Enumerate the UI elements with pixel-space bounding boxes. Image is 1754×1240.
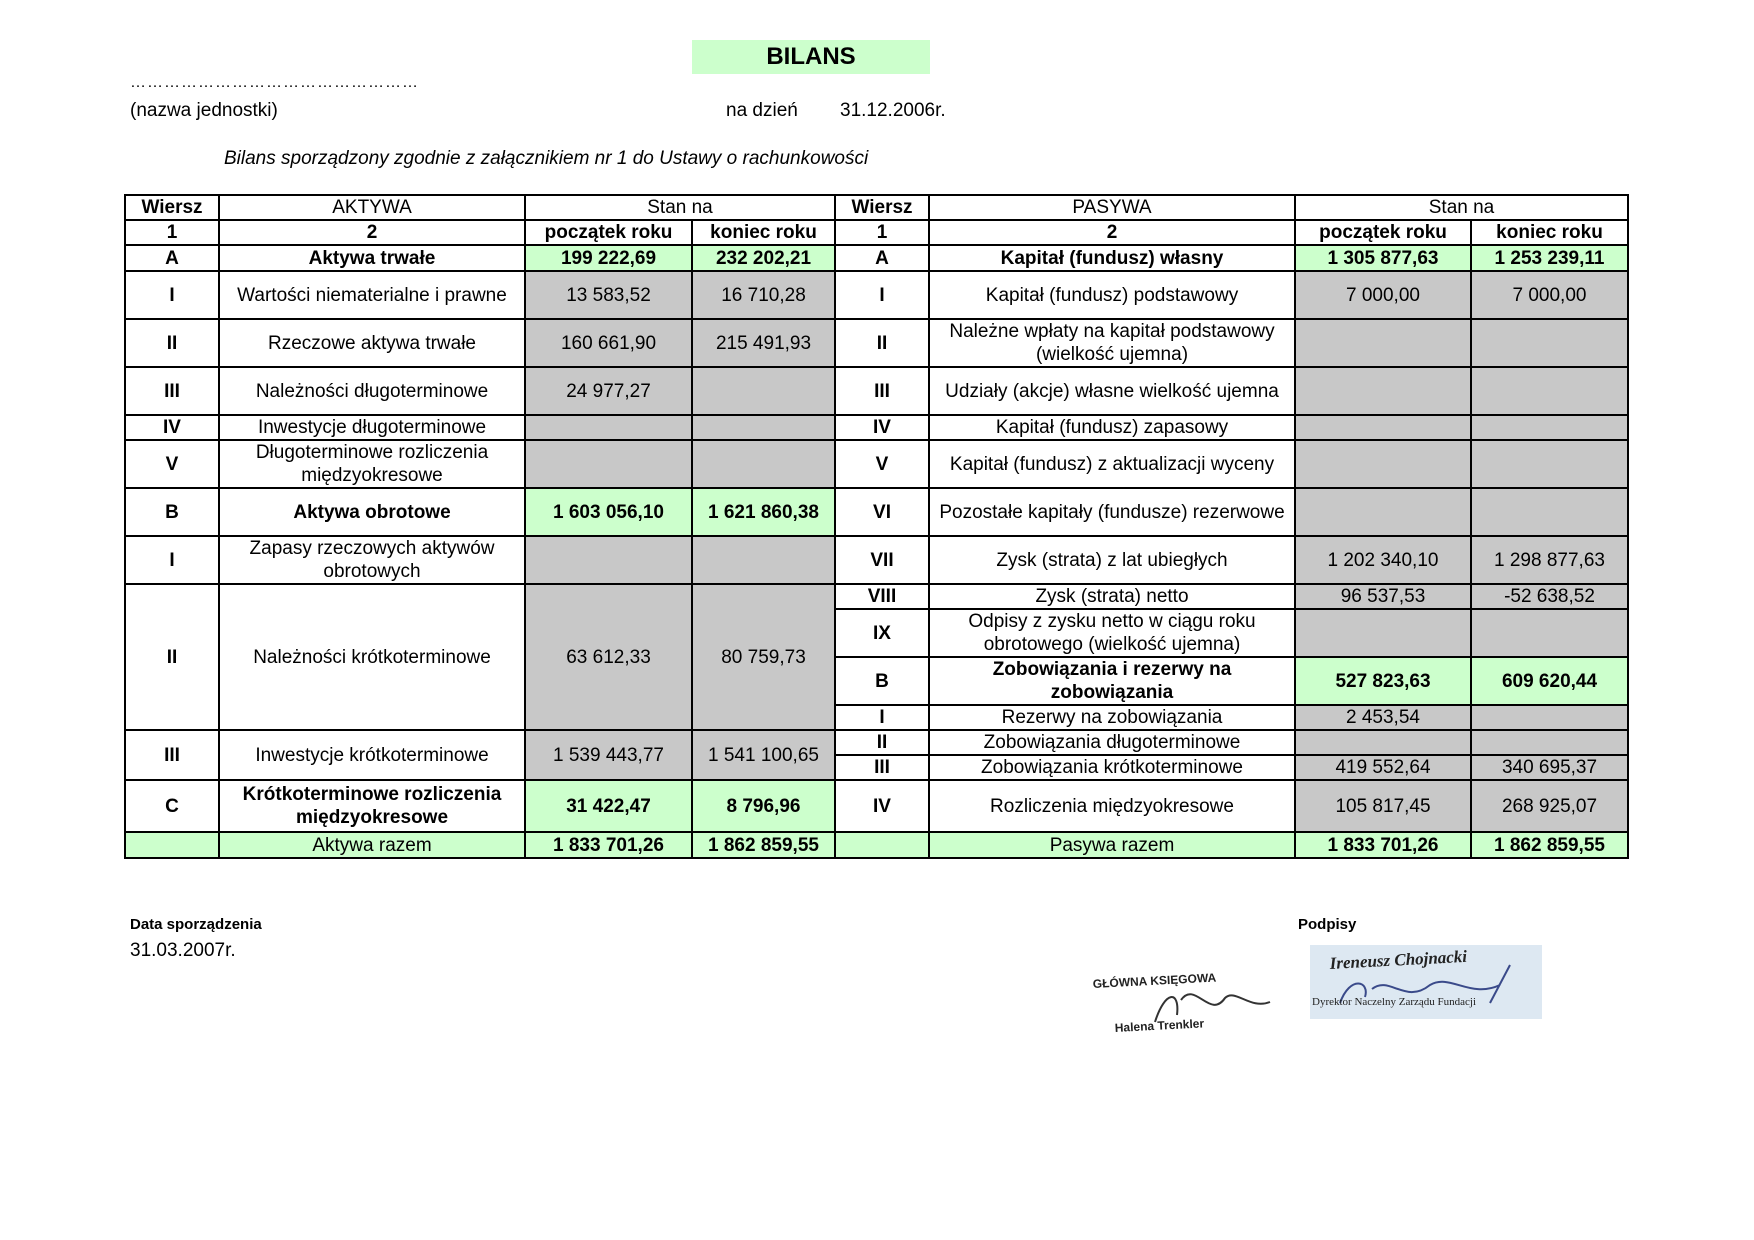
pasywa-start-value (1295, 367, 1471, 415)
pasywa-row-name: Pozostałe kapitały (fundusze) rezerwowe (929, 488, 1295, 536)
pasywa-row-name: Udziały (akcje) własne wielkość ujemna (929, 367, 1295, 415)
pasywa-start-value: 419 552,64 (1295, 755, 1471, 780)
pasywa-row-name: Kapitał (fundusz) z aktualizacji wyceny (929, 440, 1295, 488)
totals-row (125, 832, 1628, 858)
pasywa-row-id: VI (835, 488, 929, 536)
balance-date-label: na dzień (726, 100, 798, 121)
pasywa-row-name: Rozliczenia międzyokresowe (929, 780, 1295, 832)
unit-name-label: (nazwa jednostki) (130, 100, 278, 121)
header-stan-right: Stan na (1295, 195, 1628, 220)
pasywa-total-start: 1 833 701,26 (1295, 832, 1471, 858)
pasywa-row-name: Kapitał (fundusz) podstawowy (929, 271, 1295, 319)
aktywa-row-name: Aktywa trwałe (219, 245, 525, 271)
header-end-year: koniec roku (692, 220, 835, 245)
balance-table (124, 194, 1629, 859)
header-row-2 (125, 220, 1628, 245)
aktywa-row-id: III (125, 367, 219, 415)
table-row (125, 415, 1628, 440)
pasywa-start-value: 105 817,45 (1295, 780, 1471, 832)
aktywa-row-id: I (125, 536, 219, 584)
pasywa-total-end: 1 862 859,55 (1471, 832, 1628, 858)
pasywa-end-value: 1 298 877,63 (1471, 536, 1628, 584)
balance-date-value: 31.12.2006r. (840, 100, 946, 121)
aktywa-row-name: Rzeczowe aktywa trwałe (219, 319, 525, 367)
pasywa-start-value: 1 305 877,63 (1295, 245, 1471, 271)
pasywa-row-id: III (835, 755, 929, 780)
header-col-num: 2 (929, 220, 1295, 245)
table-row (125, 536, 1628, 584)
pasywa-row-id: VIII (835, 584, 929, 609)
aktywa-end-value (692, 440, 835, 488)
pasywa-row-name: Zobowiązania długoterminowe (929, 730, 1295, 755)
pasywa-end-value (1471, 415, 1628, 440)
stamp1-title: GŁÓWNA KSIĘGOWA (1092, 970, 1217, 991)
pasywa-end-value: -52 638,52 (1471, 584, 1628, 609)
pasywa-row-name: Zysk (strata) netto (929, 584, 1295, 609)
pasywa-row-id: IX (835, 609, 929, 657)
pasywa-end-value (1471, 440, 1628, 488)
aktywa-row-name: Inwestycje długoterminowe (219, 415, 525, 440)
pasywa-row-name: Należne wpłaty na kapitał podstawowy (wielkość ujemna) (929, 319, 1295, 367)
pasywa-end-value: 1 253 239,11 (1471, 245, 1628, 271)
pasywa-row-id: I (835, 271, 929, 319)
pasywa-start-value: 2 453,54 (1295, 705, 1471, 730)
pasywa-row-name: Kapitał (fundusz) zapasowy (929, 415, 1295, 440)
pasywa-row-id: IV (835, 780, 929, 832)
pasywa-row-name: Zobowiązania krótkoterminowe (929, 755, 1295, 780)
aktywa-start-value: 1 539 443,77 (525, 730, 692, 780)
aktywa-end-value: 80 759,73 (692, 584, 835, 730)
table-row (125, 730, 1628, 755)
pasywa-end-value (1471, 488, 1628, 536)
pasywa-start-value (1295, 730, 1471, 755)
pasywa-end-value: 7 000,00 (1471, 271, 1628, 319)
pasywa-start-value: 527 823,63 (1295, 657, 1471, 705)
header-start-year: początek roku (525, 220, 692, 245)
table-row (125, 440, 1628, 488)
aktywa-row-name: Krótkoterminowe rozliczenia międzyokresowe (219, 780, 525, 832)
pasywa-end-value (1471, 367, 1628, 415)
table-row (125, 584, 1628, 609)
aktywa-row-name: Zapasy rzeczowych aktywów obrotowych (219, 536, 525, 584)
pasywa-row-id: II (835, 319, 929, 367)
pasywa-row-id: V (835, 440, 929, 488)
totals-empty-cell (835, 832, 929, 858)
chief-accountant-stamp (1085, 960, 1305, 1040)
header-row-label-left: Wiersz (125, 195, 219, 220)
aktywa-end-value: 232 202,21 (692, 245, 835, 271)
aktywa-row-id: V (125, 440, 219, 488)
aktywa-end-value: 16 710,28 (692, 271, 835, 319)
pasywa-start-value (1295, 440, 1471, 488)
stamp2-name: Ireneusz Chojnacki (1329, 946, 1468, 973)
pasywa-row-name: Rezerwy na zobowiązania (929, 705, 1295, 730)
pasywa-end-value: 340 695,37 (1471, 755, 1628, 780)
pasywa-end-value (1471, 705, 1628, 730)
pasywa-start-value (1295, 319, 1471, 367)
pasywa-row-name: Kapitał (fundusz) własny (929, 245, 1295, 271)
aktywa-start-value: 160 661,90 (525, 319, 692, 367)
header-stan-left: Stan na (525, 195, 835, 220)
pasywa-row-id: III (835, 367, 929, 415)
pasywa-end-value (1471, 730, 1628, 755)
aktywa-row-id: IV (125, 415, 219, 440)
table-row (125, 488, 1628, 536)
pasywa-row-name: Zysk (strata) z lat ubiegłych (929, 536, 1295, 584)
pasywa-row-id: A (835, 245, 929, 271)
table-row (125, 271, 1628, 319)
aktywa-start-value: 63 612,33 (525, 584, 692, 730)
aktywa-start-value: 199 222,69 (525, 245, 692, 271)
table-row (125, 245, 1628, 271)
header-row-1 (125, 195, 1628, 220)
aktywa-row-id: C (125, 780, 219, 832)
chief-accountant-signature-icon (1085, 960, 1305, 1040)
aktywa-end-value (692, 415, 835, 440)
stamp2-role: Dyrektor Naczelny Zarządu Fundacji (1312, 996, 1477, 1008)
header-end-year: koniec roku (1471, 220, 1628, 245)
aktywa-row-name: Aktywa obrotowe (219, 488, 525, 536)
aktywa-start-value (525, 440, 692, 488)
table-row (125, 367, 1628, 415)
aktywa-row-name: Należności krótkoterminowe (219, 584, 525, 730)
pasywa-row-id: I (835, 705, 929, 730)
preparation-date-value: 31.03.2007r. (130, 940, 236, 961)
aktywa-start-value: 24 977,27 (525, 367, 692, 415)
aktywa-row-name: Inwestycje krótkoterminowe (219, 730, 525, 780)
pasywa-total-label: Pasywa razem (929, 832, 1295, 858)
pasywa-start-value: 96 537,53 (1295, 584, 1471, 609)
aktywa-row-name: Długoterminowe rozliczenia międzyokresowe (219, 440, 525, 488)
header-aktywa: AKTYWA (219, 195, 525, 220)
pasywa-row-name: Zobowiązania i rezerwy na zobowiązania (929, 657, 1295, 705)
aktywa-end-value: 1 621 860,38 (692, 488, 835, 536)
pasywa-end-value (1471, 609, 1628, 657)
pasywa-start-value (1295, 415, 1471, 440)
header-row-label-right: Wiersz (835, 195, 929, 220)
pasywa-row-id: IV (835, 415, 929, 440)
aktywa-end-value (692, 367, 835, 415)
director-stamp (1310, 945, 1542, 1019)
header-start-year: początek roku (1295, 220, 1471, 245)
aktywa-start-value (525, 415, 692, 440)
aktywa-row-id: B (125, 488, 219, 536)
aktywa-end-value (692, 536, 835, 584)
document-subtitle: Bilans sporządzony zgodnie z załącznikiem nr 1 do Ustawy o rachunkowości (224, 148, 869, 169)
aktywa-total-start: 1 833 701,26 (525, 832, 692, 858)
aktywa-end-value: 1 541 100,65 (692, 730, 835, 780)
director-signature-icon (1310, 945, 1542, 1019)
header-pasywa: PASYWA (929, 195, 1295, 220)
totals-empty-cell (125, 832, 219, 858)
pasywa-start-value (1295, 488, 1471, 536)
aktywa-row-id: II (125, 319, 219, 367)
pasywa-row-id: II (835, 730, 929, 755)
header-col-num: 2 (219, 220, 525, 245)
aktywa-start-value (525, 536, 692, 584)
pasywa-end-value (1471, 319, 1628, 367)
pasywa-end-value: 268 925,07 (1471, 780, 1628, 832)
pasywa-end-value: 609 620,44 (1471, 657, 1628, 705)
stamp1-name: Halena Trenkler (1114, 1016, 1205, 1035)
aktywa-row-name: Wartości niematerialne i prawne (219, 271, 525, 319)
aktywa-start-value: 1 603 056,10 (525, 488, 692, 536)
aktywa-total-end: 1 862 859,55 (692, 832, 835, 858)
aktywa-start-value: 13 583,52 (525, 271, 692, 319)
pasywa-start-value (1295, 609, 1471, 657)
preparation-date-label: Data sporządzenia (130, 916, 262, 933)
aktywa-row-id: A (125, 245, 219, 271)
pasywa-row-id: VII (835, 536, 929, 584)
aktywa-row-id: I (125, 271, 219, 319)
pasywa-start-value: 1 202 340,10 (1295, 536, 1471, 584)
unit-name-placeholder: …………………………………………… (130, 74, 419, 91)
aktywa-row-name: Należności długoterminowe (219, 367, 525, 415)
header-col-num: 1 (835, 220, 929, 245)
table-row (125, 780, 1628, 832)
aktywa-row-id: III (125, 730, 219, 780)
pasywa-row-id: B (835, 657, 929, 705)
document-title: BILANS (692, 40, 930, 74)
aktywa-total-label: Aktywa razem (219, 832, 525, 858)
pasywa-start-value: 7 000,00 (1295, 271, 1471, 319)
aktywa-start-value: 31 422,47 (525, 780, 692, 832)
header-col-num: 1 (125, 220, 219, 245)
table-row (125, 319, 1628, 367)
aktywa-end-value: 215 491,93 (692, 319, 835, 367)
aktywa-row-id: II (125, 584, 219, 730)
aktywa-end-value: 8 796,96 (692, 780, 835, 832)
signatures-label: Podpisy (1298, 916, 1357, 933)
pasywa-row-name: Odpisy z zysku netto w ciągu roku obrotowego (wielkość ujemna) (929, 609, 1295, 657)
